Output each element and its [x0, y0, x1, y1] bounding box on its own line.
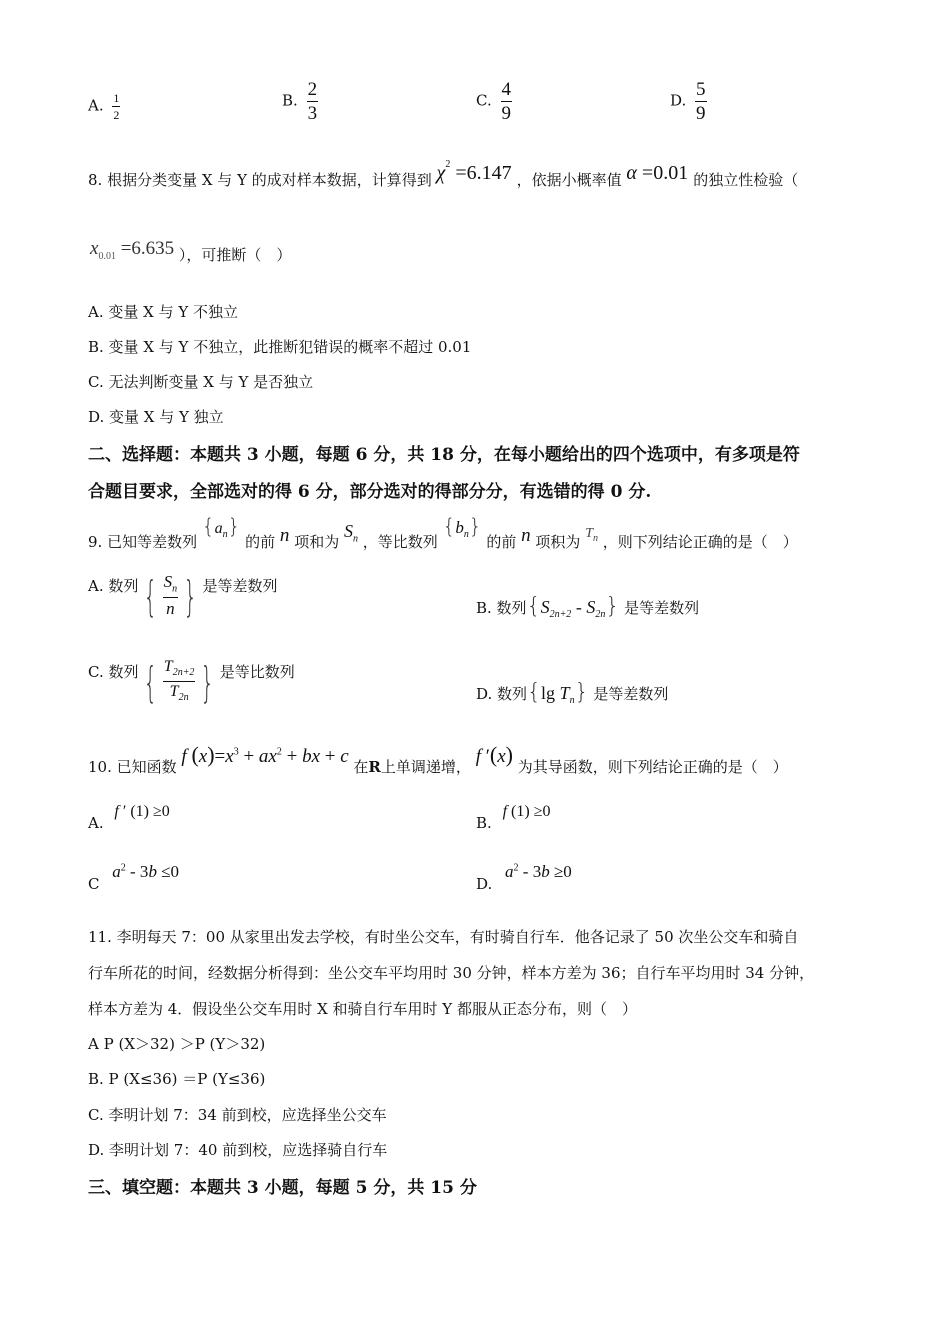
q8-option-c: C. 无法判断变量 X 与 Y 是否独立	[88, 373, 314, 391]
fraction-t-ratio: $\frac{T_{2n+2}}{T_{2n}}$	[163, 658, 195, 703]
denominator: 2	[113, 108, 120, 122]
denominator: 9	[696, 103, 706, 124]
sequence-a-n: $\{a_n\}$	[201, 514, 241, 540]
fraction	[501, 80, 513, 123]
q10-text: 10. 已知函数	[88, 758, 177, 776]
section-2-heading-line1: 二、选择题：本题共 3 小题，每题 6 分，共 18 分，在每小题给出的四个选项中，有多项是符	[88, 445, 800, 465]
option-label: D.	[476, 875, 493, 893]
option-label: C.	[476, 91, 492, 110]
variable-n: n	[521, 525, 531, 546]
q10-option-c	[88, 862, 180, 893]
option-label: C	[88, 875, 100, 893]
q9-option-a: A. 数列 { $\frac{S_n}{n}$ } 是等差数列	[88, 572, 278, 621]
q7-option-b	[282, 80, 318, 123]
q9-text: 9. 已知等差数列	[88, 533, 198, 551]
q10-text: 在	[353, 758, 369, 776]
critical-value-subscript: 0.01	[98, 250, 116, 262]
q11-option-d: D. 李明计划 7：40 前到校，应选择骑自行车	[88, 1141, 388, 1159]
critical-value-expression: $x_{0.01} =6.635$	[90, 238, 175, 262]
option-c-relation: ≤0	[161, 862, 180, 881]
section-3-heading: 三、填空题：本题共 3 小题，每题 5 分，共 15 分	[88, 1178, 477, 1198]
numerator: 5	[696, 79, 706, 100]
alpha-value: =0.01	[641, 162, 689, 184]
q8-stem-line1	[88, 159, 799, 191]
sum-s-n: $S_n$	[344, 521, 358, 545]
q9-text: 的前	[245, 533, 276, 551]
q9-option-c: C. 数列 { $\frac{T_{2n+2}}{T_{2n}}$ } 是等比数列	[88, 658, 295, 707]
q10-text: 为其导函数，则下列结论正确的是（ ）	[517, 758, 788, 776]
q9-option-b: B. 数列$\{S_{2n+2} - S_{2n}\}$ 是等差数列	[476, 594, 700, 620]
option-a-math: f ′ (1) ≥0	[114, 803, 170, 820]
option-label: D.	[670, 91, 687, 110]
option-d-relation: ≥0	[553, 862, 572, 881]
q9-stem	[88, 514, 798, 551]
product-t-n: $T_n$	[585, 526, 598, 544]
numerator: 2	[307, 79, 318, 100]
option-text: 是等差数列	[593, 685, 669, 703]
numerator: 1	[113, 91, 120, 105]
option-text: A. 数列	[88, 577, 139, 595]
critical-value: =6.635	[120, 238, 175, 259]
derivative-expression: f ′(x)	[475, 742, 513, 767]
option-text: 是等差数列	[624, 599, 700, 617]
q10-text: 上单调递增，	[380, 758, 471, 776]
q7-option-d	[670, 80, 707, 123]
option-text: B. 数列	[476, 599, 527, 617]
q8-text: ），可推断（ ）	[178, 246, 292, 264]
section-2-heading-line2: 合题目要求，全部选对的得 6 分，部分选对的得部分分，有选错的得 0 分.	[88, 482, 652, 502]
q8-option-b: B. 变量 X 与 Y 不独立，此推断犯错误的概率不超过 0.01	[88, 338, 472, 356]
q8-text: ，依据小概率值	[516, 171, 622, 189]
option-text: C. 数列	[88, 663, 139, 681]
option-text: 是等比数列	[219, 663, 295, 681]
q9-option-d: D. 数列{lg $T_n$} 是等差数列	[476, 680, 669, 706]
q11-option-a: A P (X＞32) ＞P (Y＞32)	[88, 1035, 266, 1053]
variable-n: n	[279, 525, 290, 546]
q11-stem-line3: 样本方差为 4．假设坐公交车用时 X 和骑自行车用时 Y 都服从正态分布，则（ ）	[88, 1000, 637, 1018]
q9-text: 项和为	[294, 533, 340, 551]
option-c-math: $a^2 - 3b \le 0$	[112, 862, 180, 881]
option-label: B.	[282, 91, 298, 110]
q8-stem-line2	[90, 238, 291, 262]
sequence-b-n: $\{b_n\}$	[442, 514, 482, 540]
option-b-math: f (1) ≥0	[502, 803, 551, 820]
q9-text: 项积为	[535, 533, 581, 551]
q7-option-a	[88, 92, 120, 121]
q10-option-a	[88, 802, 170, 832]
fraction	[307, 80, 319, 123]
q10-option-d	[476, 862, 572, 893]
option-d-math-text: - 3	[522, 862, 542, 881]
option-c-math-text: - 3	[130, 862, 149, 881]
q7-option-c	[476, 80, 512, 123]
q9-text: ，则下列结论正确的是（ ）	[602, 533, 798, 551]
function-expression: f $(x)=x^3 + ax^2$ + bx + c	[181, 742, 349, 767]
q11-stem-line2: 行车所花的时间，经数据分析得到：坐公交车平均用时 30 分钟，样本方差为 36；自行车平均用时 34 分钟，	[88, 964, 815, 982]
q11-option-c: C. 李明计划 7：34 前到校，应选择坐公交车	[88, 1106, 387, 1124]
option-label: A.	[88, 96, 104, 115]
real-numbers-symbol: R	[368, 758, 381, 776]
option-label: A.	[88, 814, 104, 832]
q10-stem	[88, 742, 788, 776]
q11-stem-line1: 11. 李明每天 7：00 从家里出发去学校，有时坐公交车，有时骑自行车．他各记录了 50 次坐公交车和骑自	[88, 928, 799, 946]
chi-square-value: =6.147	[455, 162, 512, 184]
option-label: B.	[476, 814, 492, 832]
q9-text: ，等比数列	[362, 533, 438, 551]
q8-text: 的独立性检验（	[693, 171, 799, 189]
q8-option-a: A. 变量 X 与 Y 不独立	[88, 303, 239, 321]
q11-option-b: B. P (X≤36) ＝P (Y≤36)	[88, 1070, 266, 1088]
numerator: 4	[501, 79, 511, 100]
q9-text: 的前	[486, 533, 517, 551]
chi-square-expression: $\chi^2 =6.147$	[436, 159, 512, 184]
q8-option-d: D. 变量 X 与 Y 独立	[88, 408, 224, 426]
q8-text: 8. 根据分类变量 X 与 Y 的成对样本数据，计算得到	[88, 171, 432, 189]
option-b-math-text: (1) ≥0	[511, 803, 551, 820]
denominator: 3	[307, 103, 318, 124]
option-text: 是等差数列	[202, 577, 278, 595]
fraction	[695, 80, 707, 123]
option-text: D. 数列	[476, 685, 528, 703]
option-a-math-text: (1) ≥0	[130, 803, 170, 820]
denominator: 9	[501, 103, 511, 124]
option-d-math: $a^2 - 3b \ge 0$	[505, 862, 572, 881]
fraction	[112, 92, 120, 121]
alpha-expression: α =0.01	[626, 162, 689, 184]
q10-option-b	[476, 802, 551, 832]
fraction-s-n-over-n: $\frac{S_n}{n}$	[163, 572, 178, 618]
